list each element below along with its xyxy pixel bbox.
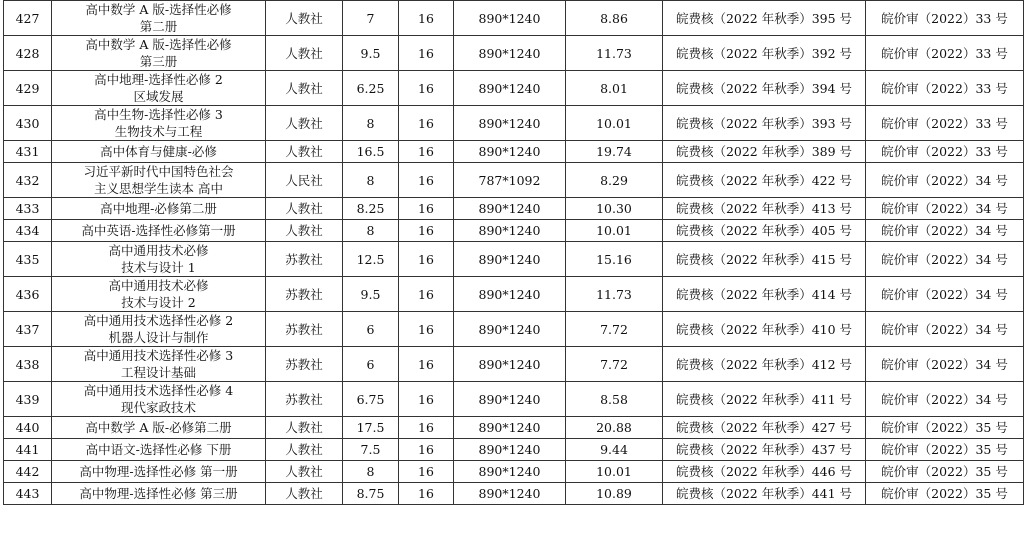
pricing-document-cell: 皖价审（2022）35 号 xyxy=(866,483,1024,505)
price-cell: 8.01 xyxy=(566,71,663,106)
book-title-line: 生物技术与工程 xyxy=(114,124,203,139)
publisher-cell: 人教社 xyxy=(266,220,343,242)
table-row xyxy=(4,312,1024,347)
book-title-line: 高中通用技术必修 xyxy=(108,278,209,293)
approval-number-cell: 皖费核（2022 年秋季）412 号 xyxy=(663,347,866,382)
table-row xyxy=(4,198,1024,220)
pricing-document-cell: 皖价审（2022）34 号 xyxy=(866,242,1024,277)
book-title-line: 高中物理-选择性必修 第一册 xyxy=(79,464,238,479)
table-row xyxy=(4,71,1024,106)
approval-number-cell: 皖费核（2022 年秋季）389 号 xyxy=(663,141,866,163)
book-title-line: 高中数学 A 版-选择性必修 xyxy=(85,37,232,52)
book-title-line: 区域发展 xyxy=(133,89,184,104)
row-number-cell: 442 xyxy=(4,461,52,483)
print-sheets-cell: 8 xyxy=(343,163,399,198)
print-sheets-cell: 6 xyxy=(343,312,399,347)
price-cell: 8.29 xyxy=(566,163,663,198)
row-number-cell: 433 xyxy=(4,198,52,220)
paper-size-cell: 890*1240 xyxy=(454,220,566,242)
price-cell: 10.01 xyxy=(566,461,663,483)
paper-size-cell: 890*1240 xyxy=(454,347,566,382)
table-row xyxy=(4,1,1024,36)
paper-size-cell: 890*1240 xyxy=(454,483,566,505)
print-sheets-cell: 12.5 xyxy=(343,242,399,277)
paper-size-cell: 890*1240 xyxy=(454,36,566,71)
book-title-line: 高中物理-选择性必修 第三册 xyxy=(79,486,238,501)
price-cell: 10.30 xyxy=(566,198,663,220)
book-title-line: 高中数学 A 版-必修第二册 xyxy=(85,420,232,435)
approval-number-cell: 皖费核（2022 年秋季）410 号 xyxy=(663,312,866,347)
publisher-cell: 人民社 xyxy=(266,163,343,198)
pricing-document-cell: 皖价审（2022）33 号 xyxy=(866,1,1024,36)
format-cell: 16 xyxy=(399,1,454,36)
table-body xyxy=(4,1,1024,505)
book-title-line: 高中地理-选择性必修 2 xyxy=(94,72,223,87)
print-sheets-cell: 16.5 xyxy=(343,141,399,163)
price-cell: 7.72 xyxy=(566,347,663,382)
approval-number-cell: 皖费核（2022 年秋季）392 号 xyxy=(663,36,866,71)
row-number-cell: 427 xyxy=(4,1,52,36)
publisher-cell: 人教社 xyxy=(266,439,343,461)
row-number-cell: 438 xyxy=(4,347,52,382)
book-title-cell xyxy=(52,242,266,277)
print-sheets-cell: 8 xyxy=(343,220,399,242)
table-row xyxy=(4,417,1024,439)
print-sheets-cell: 7.5 xyxy=(343,439,399,461)
print-sheets-cell: 8.75 xyxy=(343,483,399,505)
table-row xyxy=(4,106,1024,141)
book-title-cell xyxy=(52,461,266,483)
publisher-cell: 人教社 xyxy=(266,71,343,106)
approval-number-cell: 皖费核（2022 年秋季）441 号 xyxy=(663,483,866,505)
print-sheets-cell: 8 xyxy=(343,106,399,141)
print-sheets-cell: 6.25 xyxy=(343,71,399,106)
textbook-price-table xyxy=(3,0,1024,505)
book-title-line: 技术与设计 1 xyxy=(121,260,196,275)
book-title-cell xyxy=(52,417,266,439)
pricing-document-cell: 皖价审（2022）34 号 xyxy=(866,163,1024,198)
print-sheets-cell: 8 xyxy=(343,461,399,483)
format-cell: 16 xyxy=(399,312,454,347)
format-cell: 16 xyxy=(399,382,454,417)
table-row xyxy=(4,347,1024,382)
price-cell: 20.88 xyxy=(566,417,663,439)
approval-number-cell: 皖费核（2022 年秋季）413 号 xyxy=(663,198,866,220)
approval-number-cell: 皖费核（2022 年秋季）437 号 xyxy=(663,439,866,461)
paper-size-cell: 890*1240 xyxy=(454,417,566,439)
print-sheets-cell: 17.5 xyxy=(343,417,399,439)
paper-size-cell: 890*1240 xyxy=(454,1,566,36)
book-title-line: 高中通用技术必修 xyxy=(108,243,209,258)
price-cell: 19.74 xyxy=(566,141,663,163)
format-cell: 16 xyxy=(399,220,454,242)
approval-number-cell: 皖费核（2022 年秋季）427 号 xyxy=(663,417,866,439)
format-cell: 16 xyxy=(399,141,454,163)
format-cell: 16 xyxy=(399,277,454,312)
price-cell: 11.73 xyxy=(566,36,663,71)
format-cell: 16 xyxy=(399,198,454,220)
book-title-line: 第二册 xyxy=(139,19,178,34)
book-title-cell xyxy=(52,163,266,198)
print-sheets-cell: 9.5 xyxy=(343,277,399,312)
print-sheets-cell: 9.5 xyxy=(343,36,399,71)
print-sheets-cell: 6.75 xyxy=(343,382,399,417)
table-row xyxy=(4,439,1024,461)
publisher-cell: 人教社 xyxy=(266,141,343,163)
table-row xyxy=(4,36,1024,71)
book-title-cell xyxy=(52,36,266,71)
format-cell: 16 xyxy=(399,242,454,277)
book-title-cell xyxy=(52,106,266,141)
format-cell: 16 xyxy=(399,347,454,382)
table-row xyxy=(4,483,1024,505)
price-cell: 8.86 xyxy=(566,1,663,36)
format-cell: 16 xyxy=(399,439,454,461)
row-number-cell: 437 xyxy=(4,312,52,347)
book-title-line: 高中体育与健康-必修 xyxy=(100,144,217,159)
row-number-cell: 434 xyxy=(4,220,52,242)
paper-size-cell: 890*1240 xyxy=(454,312,566,347)
row-number-cell: 441 xyxy=(4,439,52,461)
publisher-cell: 人教社 xyxy=(266,36,343,71)
price-cell: 10.01 xyxy=(566,106,663,141)
table-row xyxy=(4,220,1024,242)
row-number-cell: 430 xyxy=(4,106,52,141)
book-title-line: 高中生物-选择性必修 3 xyxy=(94,107,223,122)
publisher-cell: 苏教社 xyxy=(266,312,343,347)
book-title-cell xyxy=(52,439,266,461)
row-number-cell: 429 xyxy=(4,71,52,106)
approval-number-cell: 皖费核（2022 年秋季）394 号 xyxy=(663,71,866,106)
book-title-line: 高中地理-必修第二册 xyxy=(100,201,217,216)
book-title-line: 高中英语-选择性必修第一册 xyxy=(81,223,236,238)
table-row xyxy=(4,163,1024,198)
approval-number-cell: 皖费核（2022 年秋季）446 号 xyxy=(663,461,866,483)
table-row xyxy=(4,461,1024,483)
book-title-line: 高中数学 A 版-选择性必修 xyxy=(85,2,232,17)
table-row xyxy=(4,141,1024,163)
format-cell: 16 xyxy=(399,71,454,106)
format-cell: 16 xyxy=(399,36,454,71)
price-cell: 7.72 xyxy=(566,312,663,347)
paper-size-cell: 890*1240 xyxy=(454,382,566,417)
paper-size-cell: 890*1240 xyxy=(454,461,566,483)
paper-size-cell: 787*1092 xyxy=(454,163,566,198)
pricing-document-cell: 皖价审（2022）35 号 xyxy=(866,439,1024,461)
format-cell: 16 xyxy=(399,461,454,483)
book-title-line: 工程设计基础 xyxy=(120,365,196,380)
publisher-cell: 人教社 xyxy=(266,417,343,439)
row-number-cell: 435 xyxy=(4,242,52,277)
approval-number-cell: 皖费核（2022 年秋季）422 号 xyxy=(663,163,866,198)
book-title-line: 现代家政技术 xyxy=(120,400,196,415)
pricing-document-cell: 皖价审（2022）34 号 xyxy=(866,277,1024,312)
approval-number-cell: 皖费核（2022 年秋季）393 号 xyxy=(663,106,866,141)
row-number-cell: 432 xyxy=(4,163,52,198)
paper-size-cell: 890*1240 xyxy=(454,198,566,220)
book-title-line: 第三册 xyxy=(139,54,178,69)
paper-size-cell: 890*1240 xyxy=(454,242,566,277)
pricing-document-cell: 皖价审（2022）34 号 xyxy=(866,382,1024,417)
pricing-document-cell: 皖价审（2022）33 号 xyxy=(866,106,1024,141)
book-title-cell xyxy=(52,220,266,242)
pricing-document-cell: 皖价审（2022）34 号 xyxy=(866,198,1024,220)
approval-number-cell: 皖费核（2022 年秋季）411 号 xyxy=(663,382,866,417)
publisher-cell: 苏教社 xyxy=(266,347,343,382)
pricing-document-cell: 皖价审（2022）35 号 xyxy=(866,417,1024,439)
book-title-line: 高中通用技术选择性必修 3 xyxy=(83,348,234,363)
book-title-cell xyxy=(52,141,266,163)
approval-number-cell: 皖费核（2022 年秋季）405 号 xyxy=(663,220,866,242)
price-cell: 9.44 xyxy=(566,439,663,461)
price-cell: 8.58 xyxy=(566,382,663,417)
row-number-cell: 439 xyxy=(4,382,52,417)
book-title-line: 机器人设计与制作 xyxy=(108,330,209,345)
pricing-document-cell: 皖价审（2022）33 号 xyxy=(866,71,1024,106)
table-row xyxy=(4,242,1024,277)
book-title-cell xyxy=(52,1,266,36)
publisher-cell: 苏教社 xyxy=(266,277,343,312)
paper-size-cell: 890*1240 xyxy=(454,141,566,163)
book-title-line: 高中通用技术选择性必修 4 xyxy=(83,383,234,398)
format-cell: 16 xyxy=(399,163,454,198)
publisher-cell: 苏教社 xyxy=(266,242,343,277)
paper-size-cell: 890*1240 xyxy=(454,439,566,461)
publisher-cell: 人教社 xyxy=(266,483,343,505)
table-row xyxy=(4,382,1024,417)
format-cell: 16 xyxy=(399,417,454,439)
paper-size-cell: 890*1240 xyxy=(454,106,566,141)
approval-number-cell: 皖费核（2022 年秋季）414 号 xyxy=(663,277,866,312)
book-title-cell xyxy=(52,312,266,347)
publisher-cell: 苏教社 xyxy=(266,382,343,417)
approval-number-cell: 皖费核（2022 年秋季）415 号 xyxy=(663,242,866,277)
pricing-document-cell: 皖价审（2022）34 号 xyxy=(866,312,1024,347)
print-sheets-cell: 6 xyxy=(343,347,399,382)
book-title-cell xyxy=(52,483,266,505)
pricing-document-cell: 皖价审（2022）35 号 xyxy=(866,461,1024,483)
publisher-cell: 人教社 xyxy=(266,1,343,36)
publisher-cell: 人教社 xyxy=(266,198,343,220)
pricing-document-cell: 皖价审（2022）33 号 xyxy=(866,141,1024,163)
book-title-cell xyxy=(52,382,266,417)
book-title-cell xyxy=(52,71,266,106)
price-cell: 10.89 xyxy=(566,483,663,505)
paper-size-cell: 890*1240 xyxy=(454,277,566,312)
format-cell: 16 xyxy=(399,106,454,141)
price-cell: 10.01 xyxy=(566,220,663,242)
book-title-cell xyxy=(52,277,266,312)
row-number-cell: 431 xyxy=(4,141,52,163)
row-number-cell: 428 xyxy=(4,36,52,71)
price-cell: 15.16 xyxy=(566,242,663,277)
paper-size-cell: 890*1240 xyxy=(454,71,566,106)
row-number-cell: 443 xyxy=(4,483,52,505)
pricing-document-cell: 皖价审（2022）34 号 xyxy=(866,220,1024,242)
book-title-line: 主义思想学生读本 高中 xyxy=(94,181,223,196)
price-cell: 11.73 xyxy=(566,277,663,312)
pricing-document-cell: 皖价审（2022）33 号 xyxy=(866,36,1024,71)
book-title-cell xyxy=(52,347,266,382)
table-row xyxy=(4,277,1024,312)
book-title-line: 技术与设计 2 xyxy=(121,295,196,310)
pricing-document-cell: 皖价审（2022）34 号 xyxy=(866,347,1024,382)
book-title-line: 高中语文-选择性必修 下册 xyxy=(85,442,232,457)
row-number-cell: 440 xyxy=(4,417,52,439)
publisher-cell: 人教社 xyxy=(266,106,343,141)
approval-number-cell: 皖费核（2022 年秋季）395 号 xyxy=(663,1,866,36)
row-number-cell: 436 xyxy=(4,277,52,312)
publisher-cell: 人教社 xyxy=(266,461,343,483)
print-sheets-cell: 7 xyxy=(343,1,399,36)
book-title-line: 高中通用技术选择性必修 2 xyxy=(83,313,234,328)
book-title-line: 习近平新时代中国特色社会 xyxy=(83,164,234,179)
print-sheets-cell: 8.25 xyxy=(343,198,399,220)
book-title-cell xyxy=(52,198,266,220)
format-cell: 16 xyxy=(399,483,454,505)
